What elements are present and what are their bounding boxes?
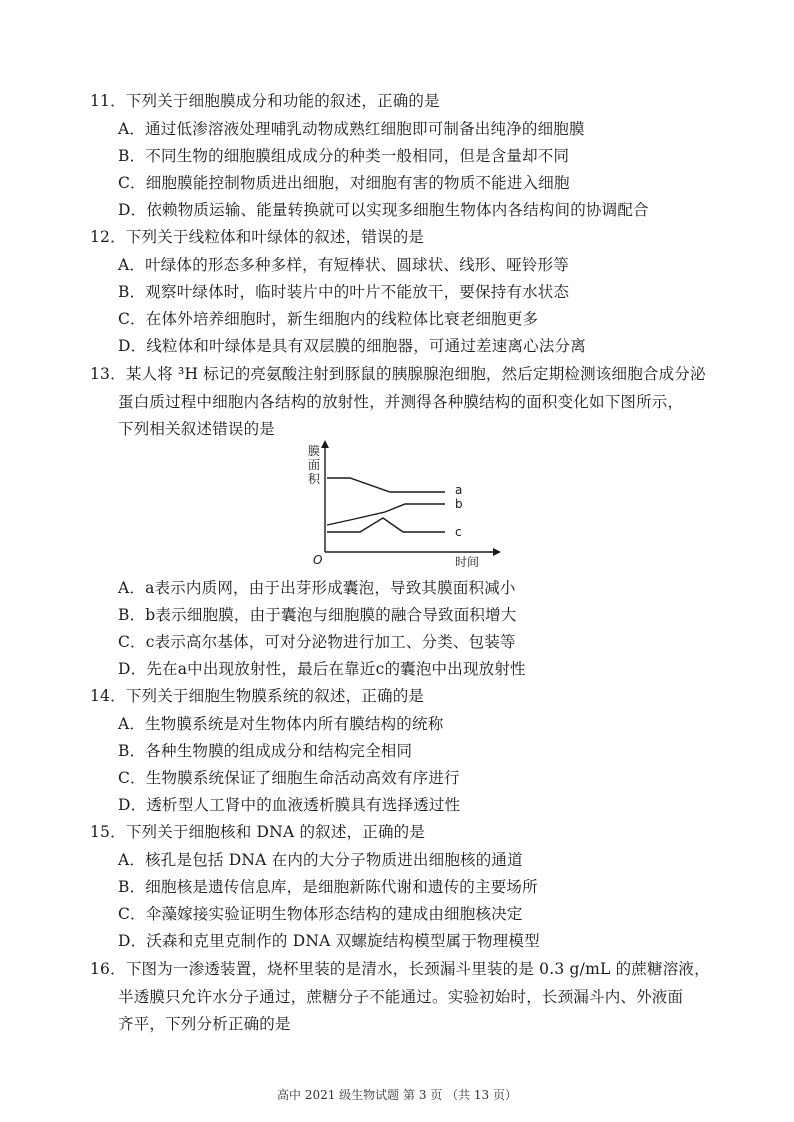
question-15-option-b: B．细胞核是遗传信息库，是细胞新陈代谢和遗传的主要场所 [118, 878, 538, 896]
question-13-stem-line-2: 蛋白质过程中细胞内各结构的放射性，并测得各种膜结构的面积变化如下图所示， [118, 393, 684, 411]
question-13-option-a: A．a表示内质网，由于出芽形成囊泡，导致其膜面积减小 [118, 579, 516, 597]
question-14-option-c: C．生物膜系统保证了细胞生命活动高效有序进行 [118, 769, 460, 787]
question-15-stem: 15．下列关于细胞核和 DNA 的叙述，正确的是 [90, 823, 426, 841]
question-16-stem-line-1: 16．下图为一渗透装置，烧杯里装的是清水，长颈漏斗里装的是 0.3 g/mL 的蔗糖溶液， [90, 960, 710, 978]
question-14-option-b: B．各种生物膜的组成成分和结构完全相同 [118, 742, 413, 760]
question-11-option-b: B．不同生物的细胞膜组成成分的种类一般相同，但是含量却不同 [118, 147, 570, 165]
graph-y-axis-arrow [321, 440, 329, 448]
graph-xlabel: 时间 [455, 555, 480, 569]
question-12-option-c: C．在体外培养细胞时，新生细胞内的线粒体比衰老细胞更多 [118, 310, 539, 328]
curve-b [327, 504, 445, 525]
question-12-option-b: B．观察叶绿体时，临时装片中的叶片不能放干，要保持有水状态 [118, 283, 570, 301]
question-11-stem: 11．下列关于细胞膜成分和功能的叙述，正确的是 [90, 92, 440, 110]
curve-c-label: c [455, 525, 462, 539]
question-14-option-a: A．生物膜系统是对生物体内所有膜结构的统称 [118, 715, 444, 733]
question-16-stem-line-2: 半透膜只允许水分子通过，蔗糖分子不能通过。实验初始时，长颈漏斗内、外液面 [118, 988, 684, 1006]
graph-x-axis-arrow [493, 548, 501, 556]
question-13-stem-line-3: 下列相关叙述错误的是 [118, 420, 276, 438]
question-16-stem-line-3: 齐平，下列分析正确的是 [118, 1015, 291, 1033]
question-12-option-d: D．线粒体和叶绿体是具有双层膜的细胞器，可通过差速离心法分离 [118, 337, 586, 355]
question-15-option-c: C．伞藻嫁接实验证明生物体形态结构的建成由细胞核决定 [118, 905, 523, 923]
curve-c [327, 518, 445, 532]
graph-ylabel-char-3: 积 [308, 472, 321, 486]
curve-a [327, 478, 445, 492]
question-13-stem-line-1: 13．某人将 ³H 标记的亮氨酸注射到豚鼠的胰腺腺泡细胞，然后定期检测该细胞合成分泌 [90, 365, 706, 383]
question-13-option-d: D．先在a中出现放射性，最后在靠近c的囊泡中出现放射性 [118, 660, 526, 678]
question-11-option-c: C．细胞膜能控制物质进出细胞，对细胞有害的物质不能进入细胞 [118, 174, 570, 192]
graph-ylabel-char-1: 膜 [308, 444, 321, 458]
question-15-option-d: D．沃森和克里克制作的 DNA 双螺旋结构模型属于物理模型 [118, 932, 540, 950]
membrane-area-graph [305, 440, 505, 570]
curve-a-label: a [455, 483, 463, 497]
curve-b-label: b [455, 497, 463, 511]
question-15-option-a: A．核孔是包括 DNA 在内的大分子物质进出细胞核的通道 [118, 851, 523, 869]
question-14-option-d: D．透析型人工肾中的血液透析膜具有选择透过性 [118, 796, 461, 814]
question-12-stem: 12．下列关于线粒体和叶绿体的叙述，错误的是 [90, 228, 425, 246]
graph-ylabel-char-2: 面 [308, 458, 321, 472]
question-12-option-a: A．叶绿体的形态多种多样，有短棒状、圆球状、线形、哑铃形等 [118, 256, 569, 274]
question-14-stem: 14．下列关于细胞生物膜系统的叙述，正确的是 [90, 687, 425, 705]
question-11-option-a: A．通过低渗溶液处理哺乳动物成熟红细胞即可制备出纯净的细胞膜 [118, 120, 585, 138]
question-13-option-c: C．c表示高尔基体，可对分泌物进行加工、分类、包装等 [118, 633, 516, 651]
question-13-option-b: B．b表示细胞膜，由于囊泡与细胞膜的融合导致面积增大 [118, 606, 517, 624]
question-11-option-d: D．依赖物质运输、能量转换就可以实现多细胞生物体内各结构间的协调配合 [118, 201, 649, 219]
page-footer: 高中 2021 级生物试题 第 3 页 （共 13 页） [277, 1088, 517, 1102]
graph-origin: O [313, 553, 323, 567]
